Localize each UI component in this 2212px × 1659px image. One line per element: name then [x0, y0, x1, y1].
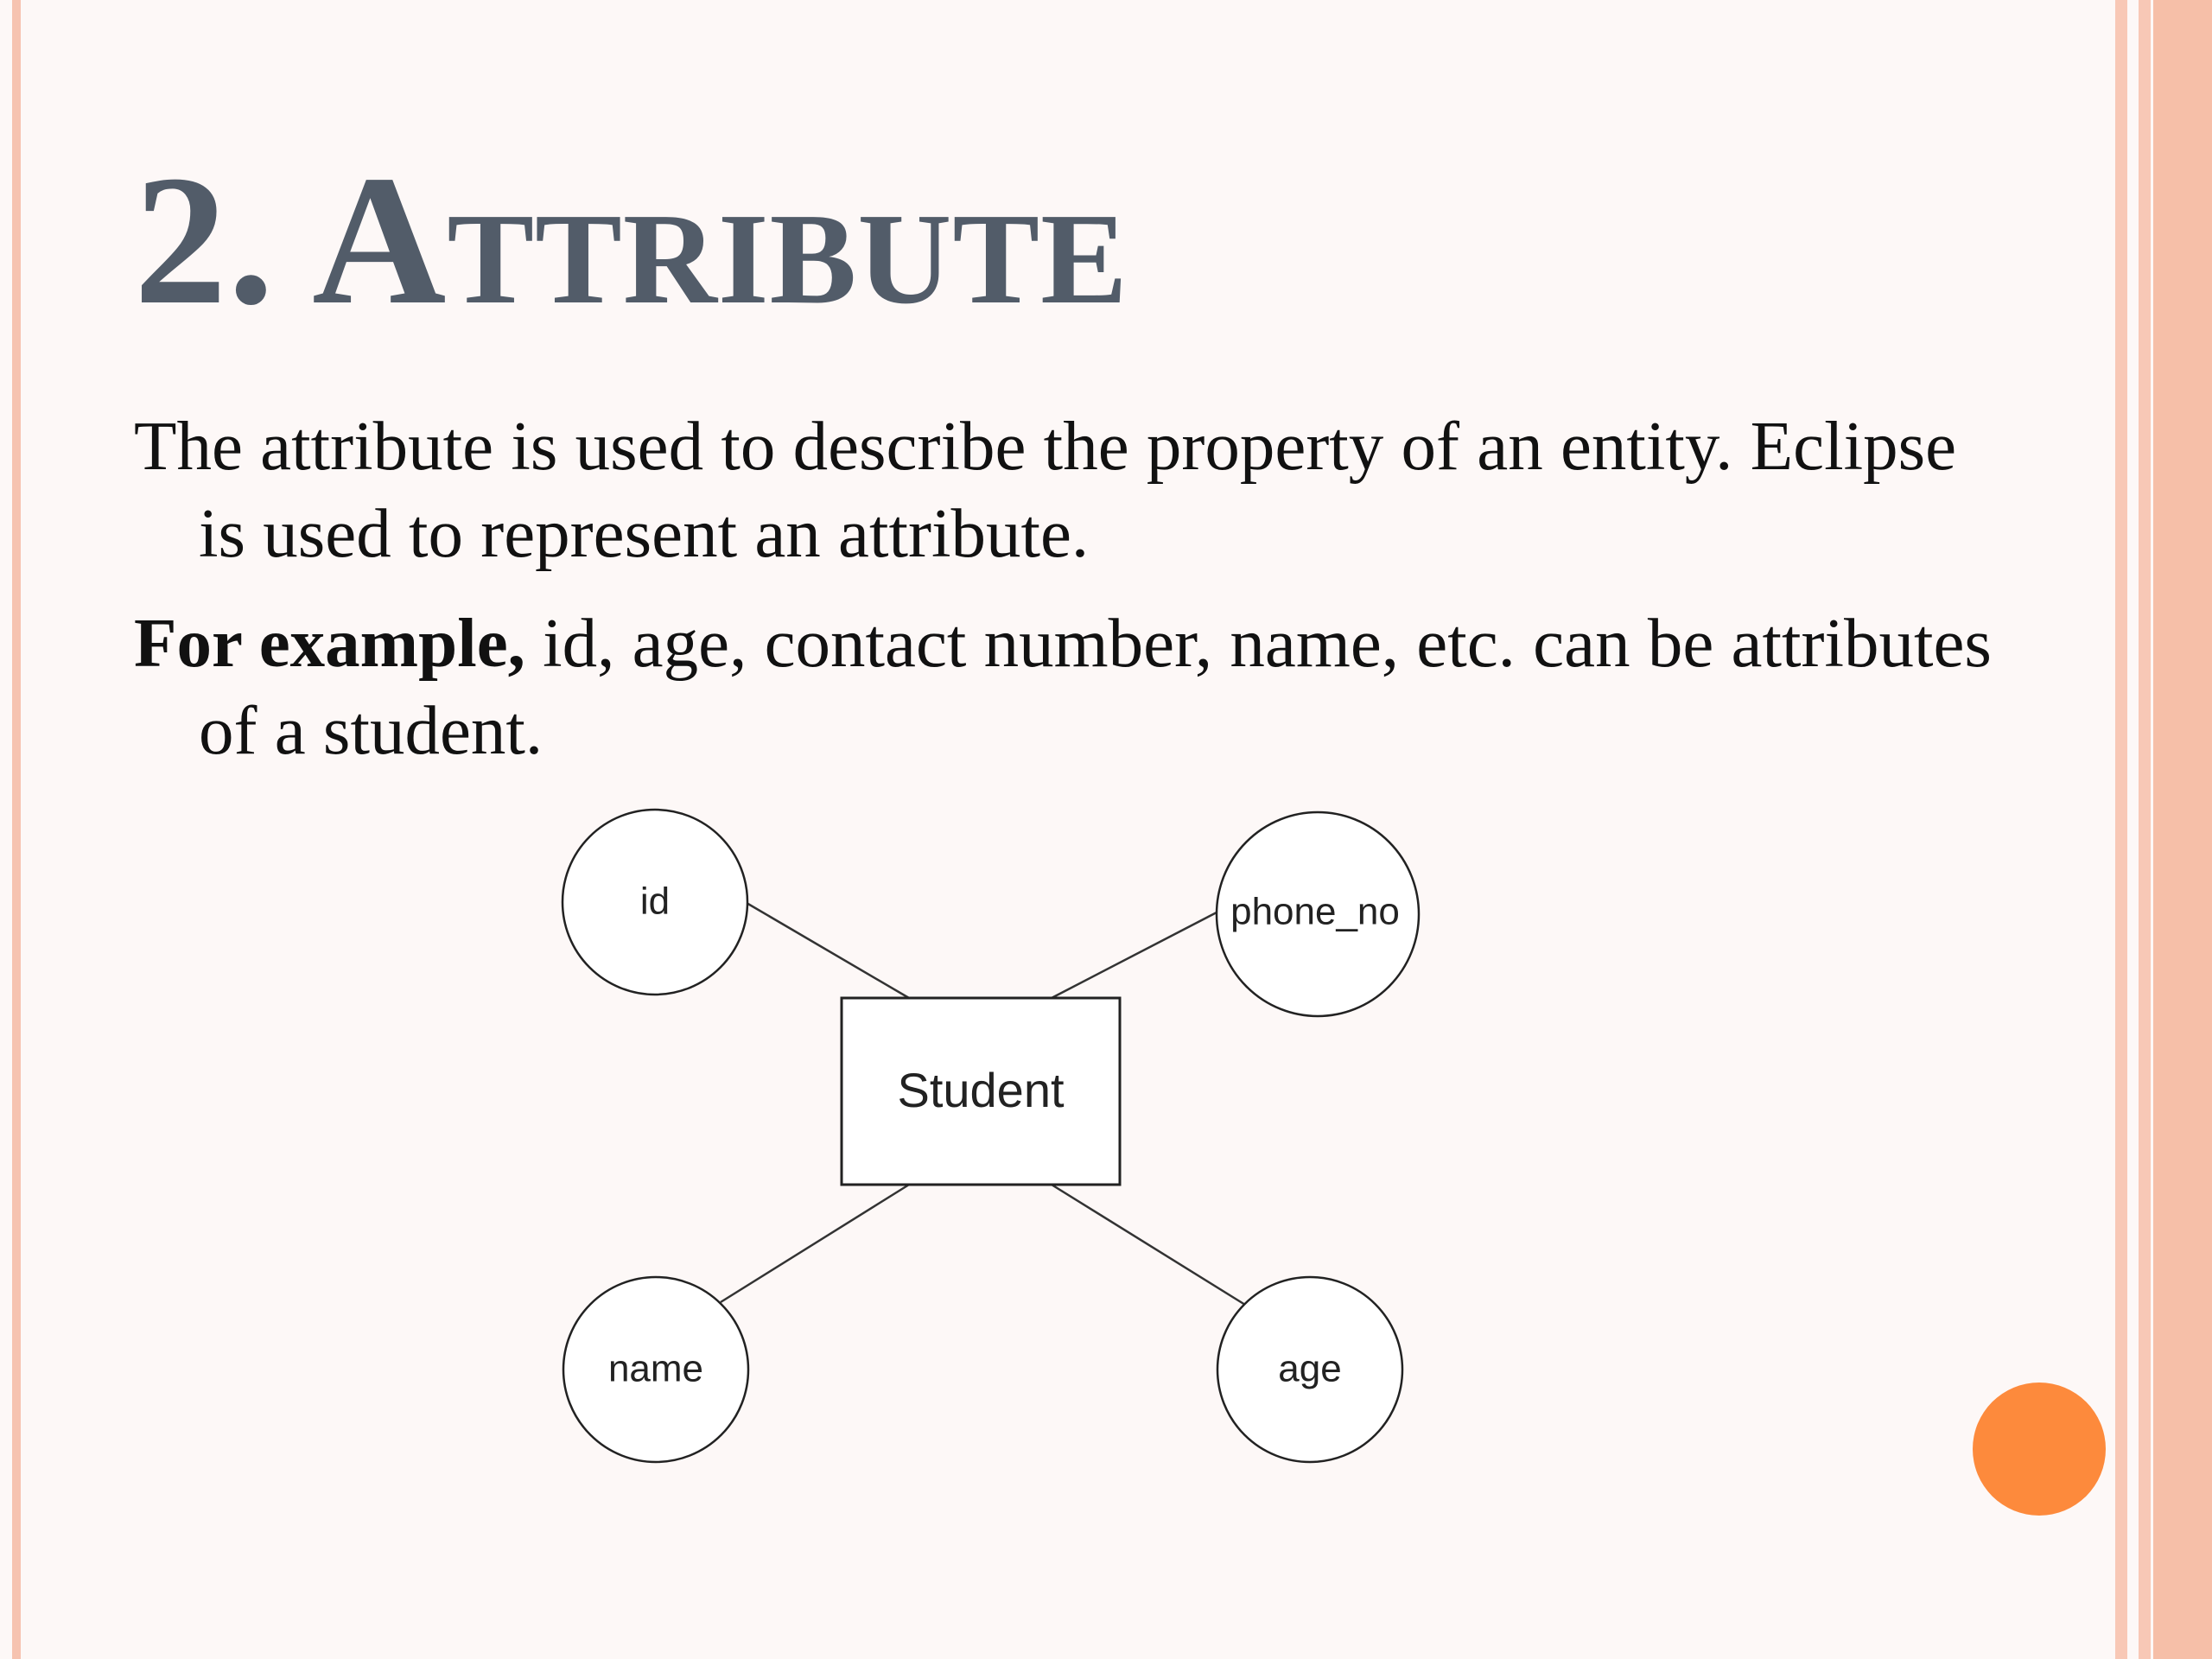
decorative-orange-dot: [1973, 1382, 2106, 1516]
attribute-phone-no-label: phone_no: [1230, 890, 1400, 933]
connector-id: [747, 903, 909, 998]
connector-phone-no: [1052, 912, 1217, 998]
connector-age: [1052, 1185, 1245, 1305]
attribute-id-label: id: [639, 880, 671, 923]
example-text: id, age, contact number, name, etc. can be attributes of a student.: [199, 604, 1992, 769]
student-entity-label: Student: [897, 1062, 1065, 1117]
definition-text: The attribute is used to describe the property of an entity. Eclipse is used to represent an attribute.: [134, 407, 1957, 572]
attribute-age-label: age: [1278, 1347, 1342, 1390]
slide-title: 2. Attribute: [134, 137, 1128, 343]
example-bold-lead: For example,: [134, 604, 525, 682]
attribute-name-label: name: [607, 1347, 704, 1390]
connector-name: [721, 1185, 909, 1302]
